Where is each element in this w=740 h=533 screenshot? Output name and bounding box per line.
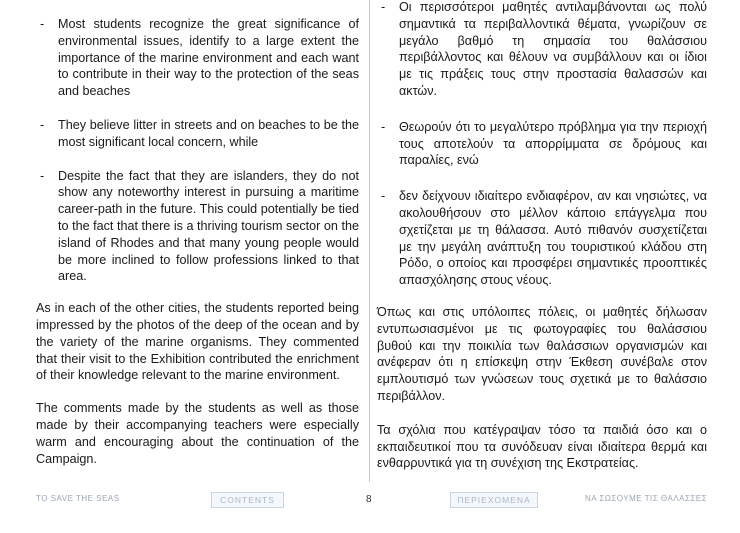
greek-bullet-list	[377, 0, 707, 289]
greek-bullet-3	[377, 188, 707, 289]
bullet-text: They believe litter in streets and on beaches to be the most significant local concern, while	[58, 117, 359, 149]
bullet-marker: -	[381, 0, 386, 14]
greek-paragraph-1: Όπως και στις υπόλοιπες πόλεις, οι μαθητές δήλωσαν εντυπωσιασμένοι με τις φωτογραφίες του θαλάσσιου βυθού και την ποικιλία των θαλάσσιων οργανισμών και ανέφεραν ότι η επίσκεψη στην Έκθεση συνέβαλε στον εμπλουτισμό των γνώσεων τους σχετικά με το θαλάσσιο περιβάλλον.	[377, 304, 707, 403]
bullet-text: Despite the fact that they are islanders, they do not show any noteworthy interest in pursuing a maritime career-path in the future. This could potentially be tied to the fact that there is a thriving tourism sector on the island of Rhodes and that many young people would be more inclined to follow professions linked to that area.	[58, 168, 359, 284]
greek-bullet-2	[377, 119, 707, 169]
bullet-text: Θεωρούν ότι το μεγαλύτερο πρόβλημα για την περιοχή τους αποτελούν τα απορρίμματα σε δρόμους και παραλίες, ενώ	[399, 119, 707, 168]
column-divider	[369, 0, 370, 482]
footer-right-title: ΝΑ ΣΩΣΟΥΜΕ ΤΙΣ ΘΑΛΑΣΣΕΣ	[585, 494, 708, 503]
greek-bullet-1	[377, 0, 707, 100]
bullet-marker: -	[381, 189, 386, 204]
bullet-marker: -	[40, 17, 45, 31]
page-number: 8	[366, 494, 372, 505]
bullet-text: Most students recognize the great significance of environmental issues, identify to a large extent the importance of the marine environment and each want to contribute in their way to the protection of the seas and beaches	[58, 17, 359, 99]
bullet-marker: -	[40, 117, 45, 132]
bullet-text: δεν δείχνουν ιδιαίτερο ενδιαφέρον, αν και νησιώτες, να ακολουθήσουν στο μέλλον κάποιο επάγγελμα που σχετίζεται με τη θάλασσα. Αυτό πιθανόν συσχετίζεται με την μεγάλη ανάπτυξη του τουριστικού κλάδου στη Ρόδο, ο οποίος και προσφέρει σημαντικές προοπτικές απασχόλησης στους νέους.	[399, 189, 707, 288]
english-bullet-list	[36, 16, 359, 285]
english-bullet-3	[36, 168, 359, 286]
bullet-marker: -	[381, 119, 386, 134]
contents-button[interactable]: CONTENTS	[211, 492, 284, 508]
bullet-text: Οι περισσότεροι μαθητές αντιλαμβάνονται ως πολύ σημαντικά τα περιβαλλοντικά θέματα, γνωρίζουν σε μεγάλο βαθμό τη σημασία του θαλάσσιου περιβάλλοντος και θέλουν να συμβάλλουν και οι ίδιοι με τις πράξεις τους στην προστασία θαλασσών και ακτών.	[399, 0, 707, 98]
english-column	[36, 0, 359, 467]
english-bullet-1	[36, 16, 359, 100]
greek-column	[377, 0, 707, 472]
footer-left-title: TO SAVE THE SEAS	[36, 494, 120, 503]
greek-contents-button[interactable]: ΠΕΡΙΕΧΟΜΕΝΑ	[450, 492, 538, 508]
greek-paragraph-2: Τα σχόλια που κατέγραψαν τόσο τα παιδιά όσο και ο εκπαιδευτικοί που τα συνόδευαν είναι ιδιαίτερα θερμά και ενθαρρυντικά για τη συνέχιση της Εκστρατείας.	[377, 422, 707, 471]
footer-nav	[0, 490, 740, 520]
english-paragraph-1: As in each of the other cities, the students reported being impressed by the photos of the deep of the ocean and by the variety of the marine organisms. They commented that their visit to the Exhibition contributed the enrichment of their knowledge relevant to the marine environment.	[36, 301, 359, 383]
bullet-marker: -	[40, 168, 45, 183]
english-bullet-2	[36, 117, 359, 151]
english-paragraph-2: The comments made by the students as well as those made by their accompanying teachers were especially warm and encouraging about the continuation of the Campaign.	[36, 401, 359, 466]
